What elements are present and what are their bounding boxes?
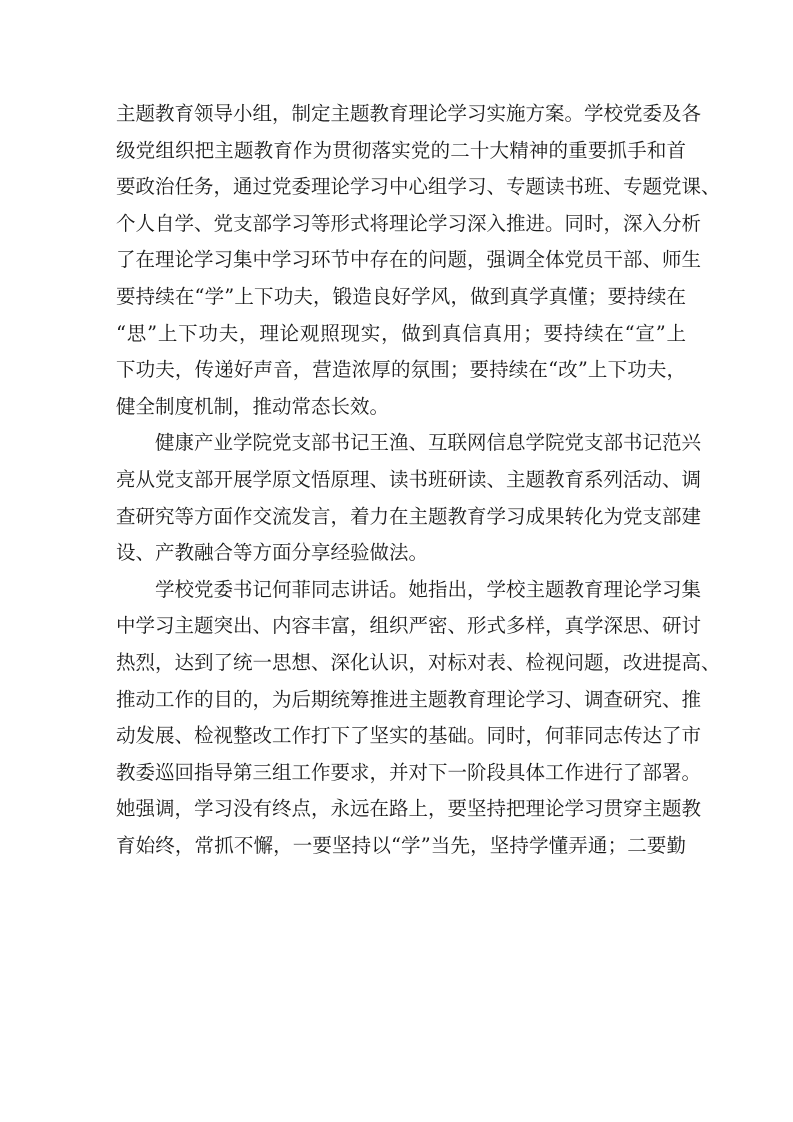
text-line: 设、产教融合等方面分享经验做法。 xyxy=(116,541,429,565)
text-line: 教委巡回指导第三组工作要求，并对下一阶段具体工作进行了部署。 xyxy=(116,760,702,784)
document-body xyxy=(116,96,721,864)
text-line: 要政治任务，通过党委理论学习中心组学习、专题读书班、专题党课、 xyxy=(116,175,721,199)
text-line: “思”上下功夫，理论观照现实，做到真信真用；要持续在“宣”上 xyxy=(116,321,686,345)
paragraph-3 xyxy=(116,572,721,865)
paragraph-1 xyxy=(116,96,721,425)
text-line: 热烈，达到了统一思想、深化认识，对标对表、检视问题，改进提高、 xyxy=(116,650,721,674)
text-line: 动发展、检视整改工作打下了坚实的基础。同时，何菲同志传达了市 xyxy=(116,724,702,748)
text-line: 健全制度机制，推动常态长效。 xyxy=(116,394,390,418)
text-line: 要持续在“学”上下功夫，锻造良好学风，做到真学真懂；要持续在 xyxy=(116,284,686,308)
paragraph-2 xyxy=(116,425,702,571)
text-line: 学校党委书记何菲同志讲话。她指出，学校主题教育理论学习集 xyxy=(155,577,702,601)
text-line: 下功夫，传递好声音，营造浓厚的氛围；要持续在“改”上下功夫， xyxy=(116,358,686,382)
text-line: 健康产业学院党支部书记王渔、互联网信息学院党支部书记范兴 xyxy=(155,431,702,455)
text-line: 她强调，学习没有终点，永远在路上，要坚持把理论学习贯穿主题教 xyxy=(116,797,702,821)
text-line: 推动工作的目的，为后期统筹推进主题教育理论学习、调查研究、推 xyxy=(116,687,702,711)
text-line: 主题教育领导小组，制定主题教育理论学习实施方案。学校党委及各 xyxy=(116,102,702,125)
text-line: 亮从党支部开展学原文悟原理、读书班研读、主题教育系列活动、调 xyxy=(116,467,702,491)
text-line: 了在理论学习集中学习环节中存在的问题，强调全体党员干部、师生 xyxy=(116,248,702,272)
text-line: 级党组织把主题教育作为贯彻落实党的二十大精神的重要抓手和首 xyxy=(116,138,686,162)
text-line: 中学习主题突出、内容丰富，组织严密、形式多样，真学深思、研讨 xyxy=(116,614,702,638)
text-line: 查研究等方面作交流发言，着力在主题教育学习成果转化为党支部建 xyxy=(116,504,702,528)
text-line: 个人自学、党支部学习等形式将理论学习深入推进。同时，深入分析 xyxy=(116,211,702,235)
text-line: 育始终，常抓不懈，一要坚持以“学”当先，坚持学懂弄通；二要勤 xyxy=(116,833,686,857)
